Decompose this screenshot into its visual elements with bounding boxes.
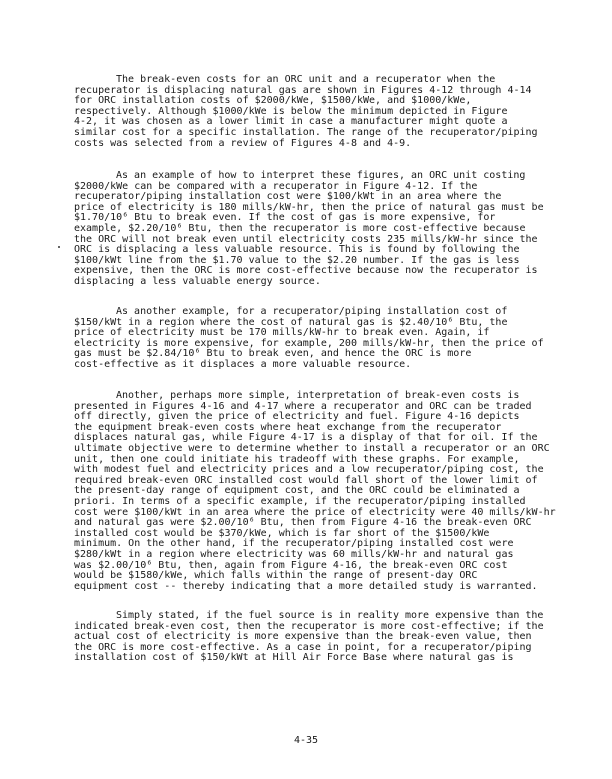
text-line: installation cost of $150/kWt at Hill Air Force Base where natural gas is <box>74 652 514 664</box>
text-line: price of electricity is 180 mills/kW-hr, then the price of natural gas must be <box>74 201 544 213</box>
text-line: was $2.00/10⁶ Btu, then, again from Figure 4-16, the break-even ORC cost <box>74 559 508 571</box>
text-line: required break-even ORC installed cost would fall short of the lower limit of <box>74 474 538 486</box>
text-line: the present-day range of equipment cost, and the ORC could be eliminated a <box>74 485 520 497</box>
text-line: electricity is more expensive, for example, 200 mills/kW-hr, then the price of <box>74 337 544 349</box>
text-line: ORC is displacing a less valuable resource. This is found by following the <box>74 244 520 256</box>
text-line: the ORC is more cost-effective. As a case in point, for a recuperator/piping <box>74 641 532 653</box>
text-line: for ORC installation costs of $2000/kWe, $1500/kWe, and $1000/kWe, <box>74 95 472 107</box>
text-line: installed cost would be $370/kWe, which is far short of the $1500/kWe <box>74 527 490 539</box>
text-line: As another example, for a recuperator/piping installation cost of <box>116 306 508 317</box>
text-line: $100/kWt line from the $1.70 value to the $2.20 number. If the gas is less <box>74 254 520 266</box>
text-line: expensive, then the ORC is more cost-effective because now the recuperator is <box>74 265 538 277</box>
text-line: The break-even costs for an ORC unit and a recuperator when the <box>116 74 496 85</box>
text-line: priori. In terms of a specific example, if the recuperator/piping installed <box>74 495 526 507</box>
text-line: the ORC will not break even until electricity costs 235 mills/kW-hr since the <box>74 233 538 245</box>
text-line: $150/kWt in a region where the cost of natural gas is $2.40/10⁶ Btu, the <box>74 316 508 328</box>
text-line: 4-2, it was chosen as a lower limit in case a manufacturer might quote a <box>74 116 508 128</box>
text-line: cost were $100/kWt in an area where the price of electricity were 40 mills/kW-hr <box>74 506 556 518</box>
text-line: Simply stated, if the fuel source is in reality more expensive than the <box>116 610 544 621</box>
text-line: $2000/kWe can be compared with a recuperator in Figure 4-12. If the <box>74 180 478 192</box>
text-line: off directly, given the price of electricity and fuel. Figure 4-16 depicts <box>74 411 520 423</box>
text-line: Another, perhaps more simple, interpretation of break-even costs is <box>116 390 520 401</box>
paragraph-summary <box>74 611 564 664</box>
text-line: recuperator is displacing natural gas are shown in Figures 4-12 through 4-14 <box>74 84 532 96</box>
text-line: respectively. Although $1000/kWe is below the minimum depicted in Figure <box>74 105 508 117</box>
text-line: $280/kWt in a region where electricity was 60 mills/kW-hr and natural gas <box>74 548 514 560</box>
text-line: $1.70/10⁶ Btu to break even. If the cost of gas is more expensive, for <box>74 212 496 224</box>
text-line: minimum. On the other hand, if the recuperator/piping installed cost were <box>74 538 514 550</box>
paragraph-example-one <box>74 171 564 288</box>
text-line: gas must be $2.84/10⁶ Btu to break even, and hence the ORC is more <box>74 348 472 360</box>
stray-mark <box>58 246 60 248</box>
text-line: cost-effective as it displaces a more valuable resource. <box>74 358 412 370</box>
text-line: actual cost of electricity is more expensive than the break-even value, then <box>74 631 532 643</box>
text-line: ultimate objective were to determine whether to install a recuperator or an ORC <box>74 442 550 454</box>
text-line: displacing a less valuable energy source. <box>74 275 321 287</box>
paragraph-interpretation <box>74 391 564 592</box>
text-line: presented in Figures 4-16 and 4-17 where a recuperator and ORC can be traded <box>74 400 532 412</box>
text-line: As an example of how to interpret these figures, an ORC unit costing <box>116 170 526 181</box>
text-line: the equipment break-even costs where heat exchange from the recuperator <box>74 421 502 433</box>
text-line: with modest fuel and electricity prices and a low recuperator/piping cost, the <box>74 464 544 476</box>
text-line: and natural gas were $2.00/10⁶ Btu, then from Figure 4-16 the break-even ORC <box>74 517 532 529</box>
text-line: equipment cost -- thereby indicating that a more detailed study is warranted. <box>74 580 538 592</box>
paragraph-example-two <box>74 307 564 371</box>
text-line: costs was selected from a review of Figures 4-8 and 4-9. <box>74 137 412 149</box>
text-line: similar cost for a specific installation. The range of the recuperator/piping <box>74 126 538 138</box>
page-number: 4-35 <box>293 735 319 746</box>
text-line: unit, then one could initiate his tradeoff with these graphs. For example, <box>74 453 520 465</box>
paragraph-breakeven-intro <box>74 75 564 149</box>
text-line: indicated break-even cost, then the recuperator is more cost-effective; if the <box>74 620 544 632</box>
text-line: recuperator/piping installation cost were $100/kWt in an area where the <box>74 191 502 203</box>
text-line: displaces natural gas, while Figure 4-17 is a display of that for oil. If the <box>74 432 538 444</box>
text-line: price of electricity must be 170 mills/kW-hr to break even. Again, if <box>74 327 490 339</box>
text-line: example, $2.20/10⁶ Btu, then the recuperator is more cost-effective because <box>74 222 526 234</box>
text-line: would be $1580/kWe, which falls within the range of present-day ORC <box>74 570 478 582</box>
